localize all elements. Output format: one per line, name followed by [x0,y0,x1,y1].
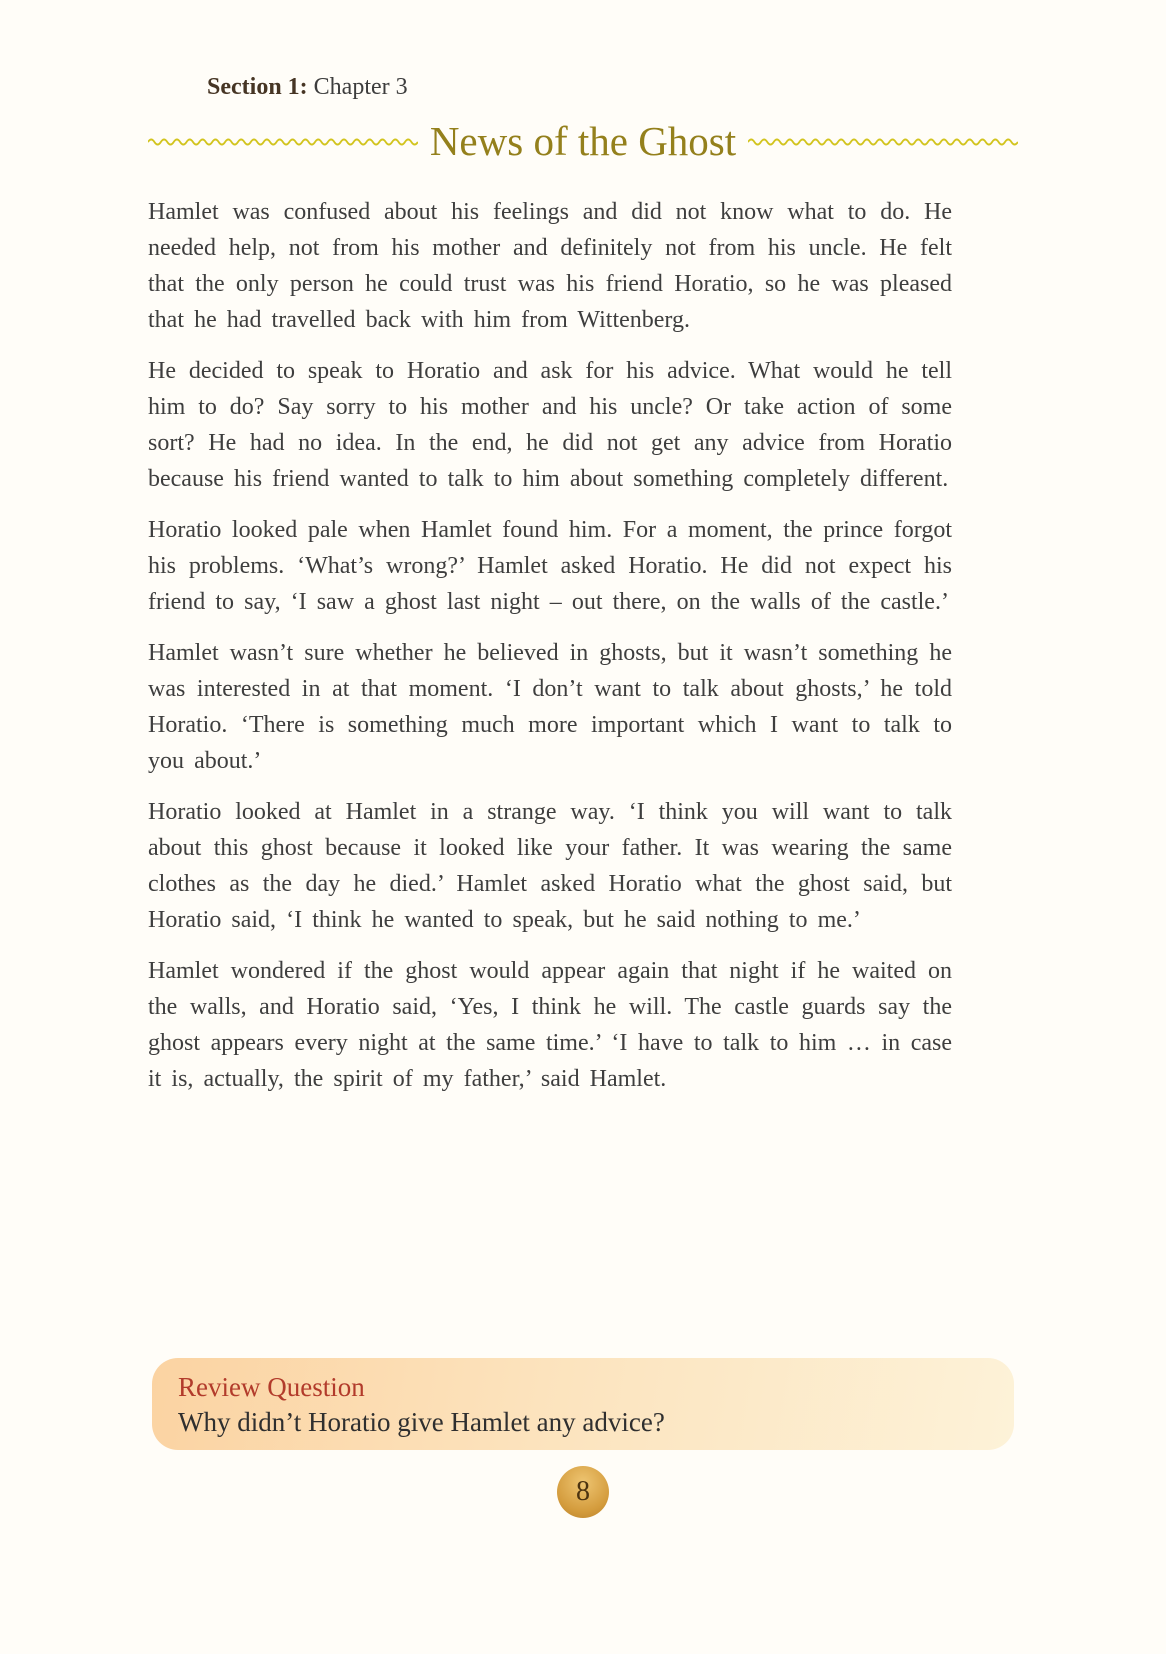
page-number: 8 [576,1476,590,1507]
paragraph: Hamlet was confused about his feelings and did not know what to do. He needed help, not from his mother and definitely not from his uncle. He felt that the only person he could trust was his friend Horatio, so he was pleased that he had travelled back with him from Wittenberg. [148,199,952,334]
review-question-box [152,1358,1014,1450]
page-number-badge [557,1466,609,1518]
review-question: Why didn’t Horatio give Hamlet any advice? [178,1407,665,1437]
page-header [207,74,1166,101]
paragraph: Hamlet wondered if the ghost would appear again that night if he waited on the walls, and Horatio said, ‘Yes, I think he will. The castle guards say the ghost appears every night at the same time.’ ‘I have to talk to him … in case it is, actually, the spirit of my father,’ said Hamlet. [148,958,952,1093]
paragraph: He decided to speak to Horatio and ask for his advice. What would he tell him to do? Say sorry to his mother and his uncle? Or take action of some sort? He had no idea. In the end, he did not get any advice from Horatio because his friend wanted to talk to him about something completely different. [148,358,952,493]
chapter-title: News of the Ghost [429,118,737,164]
chapter-title-row [148,119,1018,164]
chapter-label: Chapter 3 [313,74,408,100]
section-label: Section 1: [207,74,308,100]
paragraph: Hamlet wasn’t sure whether he believed in ghosts, but it wasn’t something he was interested in at that moment. ‘I don’t want to talk about ghosts,’ he told Horatio. ‘There is something much more important which I want to talk to you about.’ [148,640,952,775]
paragraph: Horatio looked pale when Hamlet found him. For a moment, the prince forgot his problems. ‘What’s wrong?’ Hamlet asked Horatio. He did not expect his friend to say, ‘I saw a ghost last night – out there, on the walls of the castle.’ [148,517,952,616]
paragraph: Horatio looked at Hamlet in a strange way. ‘I think you will want to talk about this ghost because it looked like your father. It was wearing the same clothes as the day he died.’ Hamlet asked Horatio what the ghost said, but Horatio said, ‘I think he wanted to speak, but he said nothing to me.’ [148,799,952,934]
review-heading: Review Question [178,1372,365,1402]
squiggle-divider-left-icon [148,137,418,147]
squiggle-divider-right-icon [748,137,1018,147]
chapter-body [148,194,952,1097]
